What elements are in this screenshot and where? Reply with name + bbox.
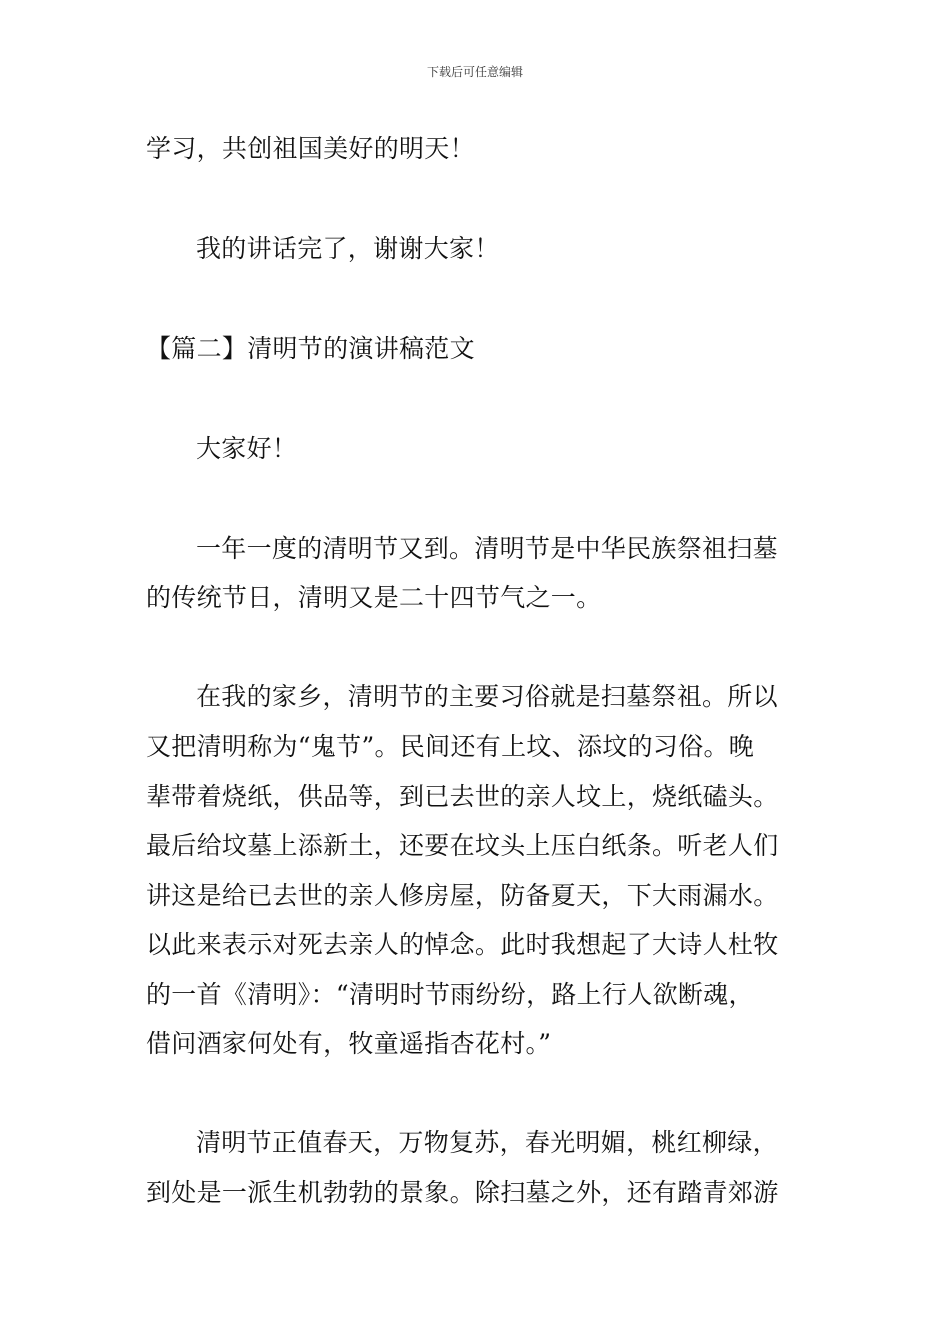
body-line: 清明节正值春天，万物复苏，春光明媚，桃红柳绿， xyxy=(196,1128,778,1157)
page-header: 下载后可任意编辑 xyxy=(426,65,523,79)
body-line: 在我的家乡，清明节的主要习俗就是扫墓祭祖。所以 xyxy=(196,682,778,711)
body-line: 以此来表示对死去亲人的悼念。此时我想起了大诗人杜牧 xyxy=(146,930,779,959)
body-line: 的一首《清明》：“清明时节雨纷纷，路上行人欲断魂， xyxy=(146,980,754,1009)
body-line: 我的讲话完了，谢谢大家！ xyxy=(196,234,500,263)
body-line: 借问酒家何处有，牧童遥指杏花村。” xyxy=(146,1029,552,1058)
body-line: 又把清明称为“鬼节”。民间还有上坟、添坟的习俗。晚 xyxy=(146,732,755,761)
section-heading: 【篇二】清明节的演讲稿范文 xyxy=(146,334,475,363)
body-line: 一年一度的清明节又到。清明节是中华民族祭祖扫墓 xyxy=(196,534,778,563)
body-line: 讲这是给已去世的亲人修房屋，防备夏天，下大雨漏水。 xyxy=(146,881,779,910)
greeting-line: 大家好！ xyxy=(196,434,298,463)
body-line: 学习，共创祖国美好的明天！ xyxy=(146,134,475,163)
body-line: 到处是一派生机勃勃的景象。除扫墓之外，还有踏青郊游 xyxy=(146,1178,779,1207)
body-line: 的传统节日，清明又是二十四节气之一。 xyxy=(146,583,602,612)
body-line: 最后给坟墓上添新土，还要在坟头上压白纸条。听老人们 xyxy=(146,831,779,860)
body-line: 辈带着烧纸，供品等，到已去世的亲人坟上，烧纸磕头。 xyxy=(146,782,779,811)
